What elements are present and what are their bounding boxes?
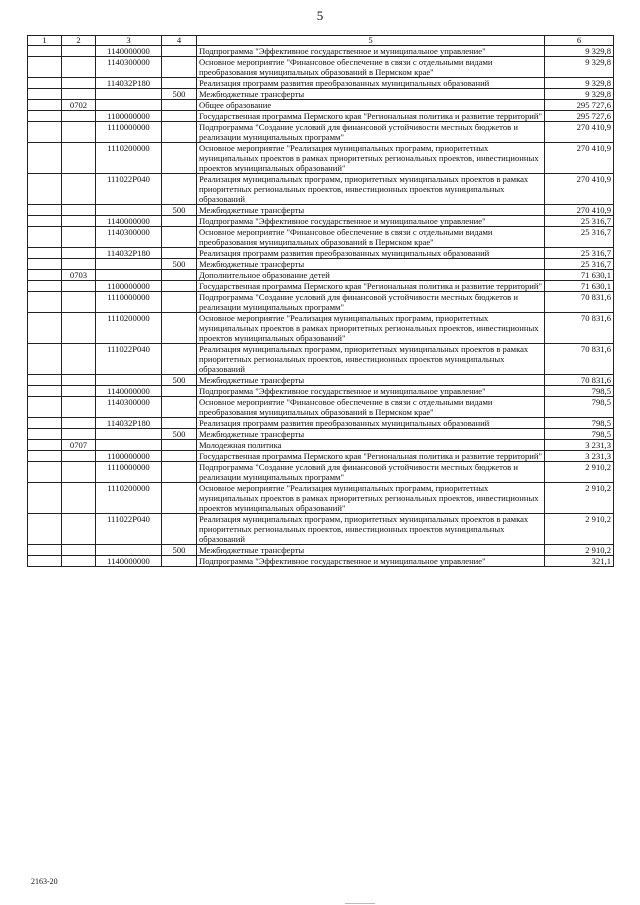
target-code-cell: 111022Р040 [96,514,162,545]
expense-type-cell [162,78,197,89]
expense-type-cell: 500 [162,375,197,386]
section-code-cell [62,227,96,248]
section-code-cell [62,78,96,89]
table-row [28,418,614,429]
amount-cell: 798,5 [545,418,614,429]
item-name-cell: Государственная программа Пермского края "Региональная политика и развитие территорий" [197,111,545,122]
section-code-cell [62,375,96,386]
column-number-row [28,36,614,46]
empty-cell [28,344,62,375]
target-code-cell: 1110000000 [96,462,162,483]
section-code-cell [62,545,96,556]
table-row [28,227,614,248]
budget-table [27,35,614,567]
empty-cell [28,440,62,451]
expense-type-cell [162,174,197,205]
expense-type-cell [162,57,197,78]
empty-cell [28,227,62,248]
empty-cell [28,451,62,462]
section-code-cell [62,386,96,397]
empty-cell [28,248,62,259]
item-name-cell: Реализация программ развития преобразованных муниципальных образований [197,248,545,259]
expense-type-cell: 500 [162,429,197,440]
empty-cell [28,545,62,556]
empty-cell [28,57,62,78]
item-name-cell: Реализация муниципальных программ, приоритетных муниципальных проектов в рамках приоритетных региональных проектов, инвестиционных проектов муниципальных образований [197,514,545,545]
empty-cell [28,292,62,313]
table-row [28,375,614,386]
empty-cell [28,89,62,100]
expense-type-cell [162,344,197,375]
amount-cell: 25 316,7 [545,248,614,259]
amount-cell: 295 727,6 [545,111,614,122]
expense-type-cell [162,216,197,227]
amount-cell: 270 410,9 [545,143,614,174]
section-code-cell [62,205,96,216]
section-code-cell [62,89,96,100]
target-code-cell: 1140000000 [96,386,162,397]
amount-cell: 9 329,8 [545,46,614,57]
target-code-cell: 1100000000 [96,281,162,292]
expense-type-cell [162,386,197,397]
item-name-cell: Молодежная политика [197,440,545,451]
target-code-cell: 114032Р180 [96,418,162,429]
target-code-cell: 111022Р040 [96,174,162,205]
expense-type-cell [162,281,197,292]
item-name-cell: Реализация программ развития преобразованных муниципальных образований [197,78,545,89]
expense-type-cell [162,313,197,344]
empty-cell [28,375,62,386]
amount-cell: 9 329,8 [545,78,614,89]
target-code-cell [96,440,162,451]
item-name-cell: Основное мероприятие "Реализация муниципальных программ, приоритетных муниципальных проектов в рамках приоритетных региональных проектов, инвестиционных проектов муниципальных образований" [197,483,545,514]
expense-type-cell: 500 [162,545,197,556]
amount-cell: 9 329,8 [545,57,614,78]
item-name-cell: Основное мероприятие "Реализация муниципальных программ, приоритетных муниципальных проектов в рамках приоритетных региональных проектов, инвестиционных проектов муниципальных образований" [197,313,545,344]
scan-artifact-line [345,903,375,904]
table-row [28,205,614,216]
amount-cell: 321,1 [545,556,614,567]
table-row [28,270,614,281]
target-code-cell [96,89,162,100]
empty-cell [28,514,62,545]
item-name-cell: Подпрограмма "Эффективное государственное и муниципальное управление" [197,46,545,57]
empty-cell [28,111,62,122]
expense-type-cell [162,46,197,57]
amount-cell: 70 831,6 [545,292,614,313]
empty-cell [28,174,62,205]
item-name-cell: Реализация муниципальных программ, приоритетных муниципальных проектов в рамках приоритетных региональных проектов, инвестиционных проектов муниципальных образований [197,174,545,205]
empty-cell [28,46,62,57]
amount-cell: 25 316,7 [545,216,614,227]
column-number-5: 5 [197,36,545,46]
item-name-cell: Межбюджетные трансферты [197,375,545,386]
section-code-cell [62,281,96,292]
table-row [28,111,614,122]
section-code-cell [62,313,96,344]
amount-cell: 2 910,2 [545,462,614,483]
empty-cell [28,281,62,292]
item-name-cell: Государственная программа Пермского края "Региональная политика и развитие территорий" [197,451,545,462]
target-code-cell: 1140000000 [96,216,162,227]
empty-cell [28,216,62,227]
item-name-cell: Основное мероприятие "Финансовое обеспечение в связи с отдельными видами преобразования муниципальных образований в Пермском крае" [197,57,545,78]
item-name-cell: Государственная программа Пермского края "Региональная политика и развитие территорий" [197,281,545,292]
amount-cell: 270 410,9 [545,174,614,205]
target-code-cell [96,259,162,270]
table-row [28,386,614,397]
amount-cell: 2 910,2 [545,514,614,545]
empty-cell [28,483,62,514]
item-name-cell: Подпрограмма "Создание условий для финансовой устойчивости местных бюджетов и реализации муниципальных программ" [197,462,545,483]
table-row [28,462,614,483]
section-code-cell [62,174,96,205]
table-row [28,440,614,451]
empty-cell [28,397,62,418]
column-number-3: 3 [96,36,162,46]
section-code-cell [62,514,96,545]
column-number-6: 6 [545,36,614,46]
expense-type-cell [162,111,197,122]
amount-cell: 270 410,9 [545,205,614,216]
table-row [28,313,614,344]
section-code-cell [62,259,96,270]
empty-cell [28,386,62,397]
table-row [28,451,614,462]
table-row [28,143,614,174]
item-name-cell: Межбюджетные трансферты [197,545,545,556]
target-code-cell: 1140300000 [96,397,162,418]
target-code-cell: 1140300000 [96,227,162,248]
expense-type-cell [162,462,197,483]
table-row [28,248,614,259]
amount-cell: 25 316,7 [545,259,614,270]
amount-cell: 71 630,1 [545,281,614,292]
target-code-cell: 1100000000 [96,451,162,462]
empty-cell [28,100,62,111]
table-row [28,89,614,100]
section-code-cell [62,46,96,57]
expense-type-cell [162,143,197,174]
empty-cell [28,418,62,429]
section-code-cell [62,122,96,143]
target-code-cell: 1140000000 [96,46,162,57]
table-row [28,100,614,111]
target-code-cell: 1110000000 [96,122,162,143]
expense-type-cell: 500 [162,205,197,216]
target-code-cell: 114032Р180 [96,78,162,89]
section-code-cell [62,483,96,514]
table-row [28,281,614,292]
target-code-cell [96,545,162,556]
amount-cell: 70 831,6 [545,375,614,386]
table-row [28,397,614,418]
target-code-cell: 1140000000 [96,556,162,567]
expense-type-cell [162,397,197,418]
page-number: 5 [316,8,324,23]
item-name-cell: Общее образование [197,100,545,111]
item-name-cell: Основное мероприятие "Финансовое обеспечение в связи с отдельными видами преобразования муниципальных образований в Пермском крае" [197,227,545,248]
item-name-cell: Основное мероприятие "Реализация муниципальных программ, приоритетных муниципальных проектов в рамках приоритетных региональных проектов, инвестиционных проектов муниципальных образований" [197,143,545,174]
section-code-cell [62,451,96,462]
column-number-2: 2 [62,36,96,46]
section-code-cell [62,418,96,429]
section-code-cell [62,216,96,227]
section-code-cell: 0702 [62,100,96,111]
item-name-cell: Подпрограмма "Эффективное государственное и муниципальное управление" [197,556,545,567]
target-code-cell [96,270,162,281]
section-code-cell [62,57,96,78]
expense-type-cell [162,270,197,281]
section-code-cell [62,556,96,567]
amount-cell: 3 231,3 [545,451,614,462]
expense-type-cell [162,100,197,111]
amount-cell: 71 630,1 [545,270,614,281]
item-name-cell: Дополнительное образование детей [197,270,545,281]
section-code-cell: 0703 [62,270,96,281]
expense-type-cell [162,556,197,567]
target-code-cell: 1140300000 [96,57,162,78]
empty-cell [28,259,62,270]
expense-type-cell [162,514,197,545]
expense-type-cell: 500 [162,89,197,100]
table-row [28,483,614,514]
item-name-cell: Основное мероприятие "Финансовое обеспечение в связи с отдельными видами преобразования муниципальных образований в Пермском крае" [197,397,545,418]
table-row [28,46,614,57]
table-row [28,57,614,78]
amount-cell: 25 316,7 [545,227,614,248]
section-code-cell [62,462,96,483]
table-row [28,556,614,567]
section-code-cell [62,292,96,313]
column-number-4: 4 [162,36,197,46]
target-code-cell [96,429,162,440]
section-code-cell [62,397,96,418]
section-code-cell [62,111,96,122]
amount-cell: 798,5 [545,386,614,397]
expense-type-cell [162,292,197,313]
target-code-cell: 1110200000 [96,143,162,174]
table-row [28,545,614,556]
section-code-cell [62,248,96,259]
item-name-cell: Межбюджетные трансферты [197,429,545,440]
table-row [28,514,614,545]
expense-type-cell: 500 [162,259,197,270]
target-code-cell [96,205,162,216]
expense-type-cell [162,122,197,143]
section-code-cell [62,344,96,375]
item-name-cell: Межбюджетные трансферты [197,259,545,270]
table-row [28,344,614,375]
expense-type-cell [162,227,197,248]
amount-cell: 9 329,8 [545,89,614,100]
table-row [28,122,614,143]
empty-cell [28,78,62,89]
table-row [28,259,614,270]
item-name-cell: Подпрограмма "Эффективное государственное и муниципальное управление" [197,386,545,397]
empty-cell [28,429,62,440]
table-row [28,292,614,313]
target-code-cell: 114032Р180 [96,248,162,259]
item-name-cell: Межбюджетные трансферты [197,205,545,216]
amount-cell: 70 831,6 [545,313,614,344]
section-code-cell [62,429,96,440]
empty-cell [28,143,62,174]
section-code-cell [62,143,96,174]
empty-cell [28,122,62,143]
expense-type-cell [162,483,197,514]
column-number-1: 1 [28,36,62,46]
amount-cell: 2 910,2 [545,545,614,556]
table-row [28,216,614,227]
amount-cell: 270 410,9 [545,122,614,143]
empty-cell [28,462,62,483]
expense-type-cell [162,451,197,462]
target-code-cell [96,375,162,386]
item-name-cell: Подпрограмма "Создание условий для финансовой устойчивости местных бюджетов и реализации муниципальных программ" [197,122,545,143]
amount-cell: 295 727,6 [545,100,614,111]
target-code-cell: 1110200000 [96,483,162,514]
item-name-cell: Реализация программ развития преобразованных муниципальных образований [197,418,545,429]
section-code-cell: 0707 [62,440,96,451]
table-row [28,429,614,440]
expense-type-cell [162,418,197,429]
empty-cell [28,205,62,216]
target-code-cell: 111022Р040 [96,344,162,375]
target-code-cell: 1100000000 [96,111,162,122]
target-code-cell [96,100,162,111]
table-row [28,78,614,89]
target-code-cell: 1110000000 [96,292,162,313]
amount-cell: 2 910,2 [545,483,614,514]
empty-cell [28,313,62,344]
empty-cell [28,556,62,567]
amount-cell: 3 231,3 [545,440,614,451]
item-name-cell: Подпрограмма "Создание условий для финансовой устойчивости местных бюджетов и реализации муниципальных программ" [197,292,545,313]
footer-document-code: 2163-20 [31,877,58,886]
item-name-cell: Межбюджетные трансферты [197,89,545,100]
target-code-cell: 1110200000 [96,313,162,344]
table-row [28,174,614,205]
empty-cell [28,270,62,281]
amount-cell: 70 831,6 [545,344,614,375]
item-name-cell: Реализация муниципальных программ, приоритетных муниципальных проектов в рамках приоритетных региональных проектов, инвестиционных проектов муниципальных образований [197,344,545,375]
amount-cell: 798,5 [545,429,614,440]
expense-type-cell [162,248,197,259]
amount-cell: 798,5 [545,397,614,418]
expense-type-cell [162,440,197,451]
item-name-cell: Подпрограмма "Эффективное государственное и муниципальное управление" [197,216,545,227]
